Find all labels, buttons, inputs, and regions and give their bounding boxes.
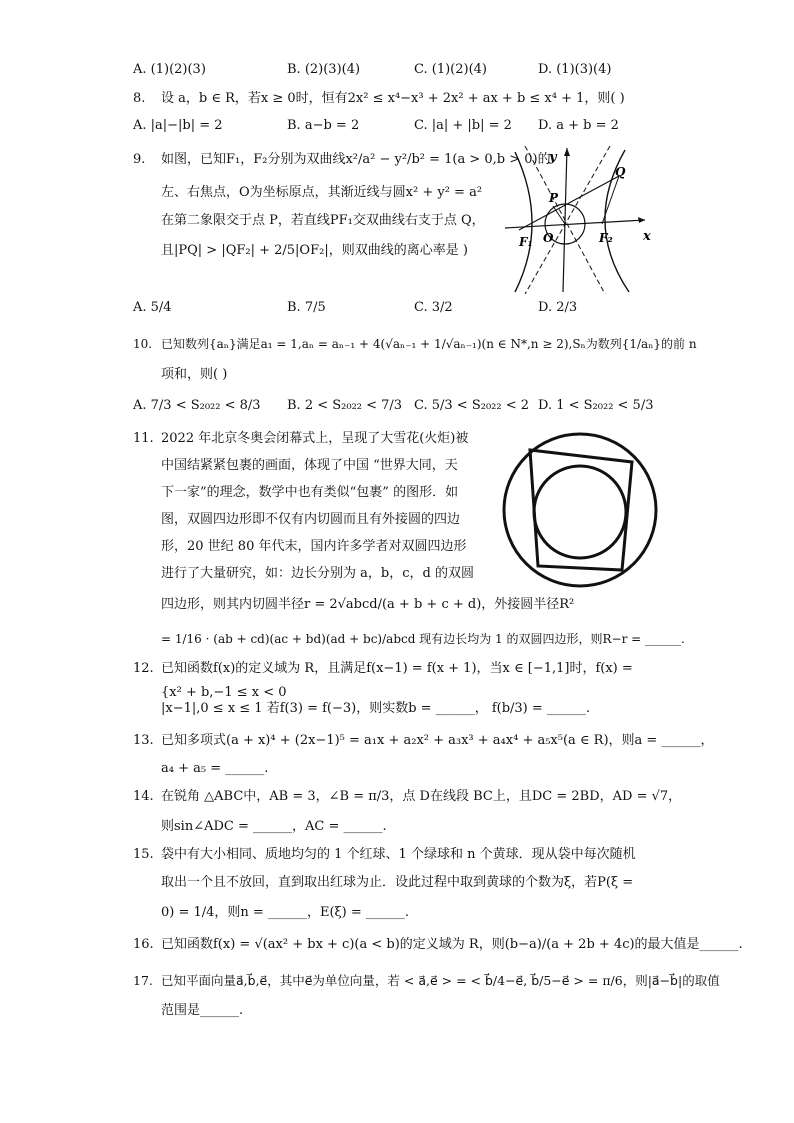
q8-option-d: D. a + b = 2 bbox=[538, 118, 619, 133]
q10-line-2: 项和，则( ) bbox=[161, 367, 228, 382]
q9-line-2: 左、右焦点，O为坐标原点，其渐近线与圆x² + y² = a² bbox=[161, 185, 483, 200]
q15-line-2: 取出一个且不放回，直到取出红球为止．设此过程中取到黄球的个数为ξ，若P(ξ = bbox=[161, 875, 634, 890]
label-q: Q bbox=[615, 165, 626, 179]
q10-number: 10. bbox=[133, 337, 153, 351]
q14-number: 14. bbox=[133, 789, 154, 804]
q7-option-b: B. (2)(3)(4) bbox=[287, 62, 361, 77]
q8-text: 设 a，b ∈ R，若x ≥ 0时，恒有2x² ≤ x⁴−x³ + 2x² + ax + b ≤ x⁴ + 1，则( ) bbox=[161, 91, 625, 106]
x-axis-arrow bbox=[638, 217, 645, 223]
q17-number: 17. bbox=[133, 973, 153, 988]
q7-option-d: D. (1)(3)(4) bbox=[538, 62, 612, 77]
q11-line-6: 进行了大量研究，如：边长分别为 a，b，c，d 的双圆 bbox=[161, 566, 474, 581]
label-x: x bbox=[643, 229, 651, 244]
q8-option-b: B. a−b = 2 bbox=[287, 118, 360, 133]
q11-line-5: 形，20 世纪 80 年代末，国内许多学者对双圆四边形 bbox=[161, 539, 467, 554]
q14-line-1: 14. 在锐角 △ABC中，AB = 3，∠B = π/3，点 D在线段 BC上，且DC = 2BD，AD = √7， bbox=[133, 789, 682, 804]
q13-line-2: a₄ + a₅ = ______. bbox=[161, 761, 269, 776]
q11-line-2: 中国结紧紧包裹的画面，体现了中国 “世界大同，天 bbox=[161, 458, 458, 473]
q15-number: 15. bbox=[133, 847, 154, 862]
q10-line-1: 10. 已知数列{aₙ}满足a₁ = 1,aₙ = aₙ₋₁ + 4(√aₙ₋₁ + 1/√aₙ₋₁)(n ∈ N*,n ≥ 2),Sₙ为数列{1/aₙ}的前 n bbox=[133, 337, 697, 351]
q17-line-1: 17. 已知平面向量a⃗,b⃗,e⃗，其中e⃗为单位向量，若 < a⃗,e⃗ > = < b⃗/4−e⃗, b⃗/5−e⃗ > = π/6，则|a⃗−b⃗|的取值 bbox=[133, 973, 720, 988]
hyperbola-left-branch bbox=[515, 152, 532, 292]
q9-line-3: 在第二象限交于点 P，若直线PF₁交双曲线右支于点 Q， bbox=[161, 213, 485, 228]
q16-number: 16. bbox=[133, 937, 154, 952]
q9-option-c: C. 3/2 bbox=[414, 300, 453, 315]
q7-option-c: C. (1)(2)(4) bbox=[414, 62, 487, 77]
q17-line-2: 范围是______. bbox=[161, 1003, 244, 1018]
q8-stem bbox=[133, 90, 625, 108]
q13-line-1: 13. 已知多项式(a + x)⁴ + (2x−1)⁵ = a₁x + a₂x² + a₃x³ + a₄x⁴ + a₅x⁵(a ∈ R)，则a = ______， bbox=[133, 733, 714, 748]
q12-line-2: {x² + b,−1 ≤ x < 0 bbox=[161, 685, 287, 700]
incircle bbox=[534, 466, 626, 558]
q12-number: 12. bbox=[133, 661, 154, 676]
q11-line-7: 四边形，则其内切圆半径r = 2√abcd/(a + b + c + d)，外接圆半径R² bbox=[161, 597, 575, 612]
hyperbola-figure bbox=[505, 146, 655, 294]
q9-option-b: B. 7/5 bbox=[287, 300, 326, 315]
q10-option-d: D. 1 < S₂₀₂₂ < 5/3 bbox=[538, 398, 654, 413]
q8-option-c: C. |a| + |b| = 2 bbox=[414, 118, 512, 133]
q15-line-1: 15. 袋中有大小相同、质地均匀的 1 个红球、1 个绿球和 n 个黄球．现从袋中每次随机 bbox=[133, 847, 636, 862]
label-o: O bbox=[543, 231, 554, 245]
bicentric-quadrilateral-figure bbox=[500, 430, 660, 590]
q10-option-c: C. 5/3 < S₂₀₂₂ < 2 bbox=[414, 398, 530, 413]
q15-line-3: 0) = 1/4，则n = ______，E(ξ) = ______. bbox=[161, 905, 410, 920]
label-p: P bbox=[549, 191, 559, 205]
q9-option-a: A. 5/4 bbox=[133, 300, 172, 315]
y-axis-arrow bbox=[564, 148, 570, 156]
q8-number: 8. bbox=[133, 91, 146, 106]
q16-line-1: 16. 已知函数f(x) = √(ax² + bx + c)(a < b)的定义域为 R，则(b−a)/(a + 2b + 4c)的最大值是______. bbox=[133, 937, 743, 952]
q9-option-d: D. 2/3 bbox=[538, 300, 578, 315]
q11-line-4: 图，双圆四边形即不仅有内切圆而且有外接圆的四边 bbox=[161, 512, 461, 527]
q9-number: 9. bbox=[133, 152, 146, 167]
q10-option-b: B. 2 < S₂₀₂₂ < 7/3 bbox=[287, 398, 403, 413]
label-f2: F₂ bbox=[599, 231, 613, 245]
q10-option-a: A. 7/3 < S₂₀₂₂ < 8/3 bbox=[133, 398, 261, 413]
label-f1: F₁ bbox=[519, 235, 533, 249]
q14-line-2: 则sin∠ADC = ______，AC = ______. bbox=[161, 819, 387, 834]
q11-line-8: = 1/16 · (ab + cd)(ac + bd)(ad + bc)/abcd 现有边长均为 1 的双圆四边形，则R−r = ______. bbox=[161, 632, 685, 646]
q9-line-4: 且|PQ| > |QF₂| + 2/5|OF₂|，则双曲线的离心率是 ) bbox=[161, 243, 468, 258]
quadrilateral bbox=[530, 450, 632, 570]
q11-line-3: 下一家”的理念，数学中也有类似“包裹” 的图形．如 bbox=[161, 485, 459, 500]
label-y: y bbox=[549, 150, 557, 165]
q7-option-a: A. (1)(2)(3) bbox=[133, 62, 206, 77]
q13-number: 13. bbox=[133, 733, 154, 748]
q11-line-1: 11. 2022 年北京冬奥会闭幕式上，呈现了大雪花(火炬)被 bbox=[133, 431, 469, 446]
q8-option-a: A. |a|−|b| = 2 bbox=[133, 118, 223, 133]
q9-line-1: 9. 如图，已知F₁，F₂分别为双曲线x²/a² − y²/b² = 1(a > 0,b > 0)的 bbox=[133, 152, 551, 167]
q12-line-3: |x−1|,0 ≤ x ≤ 1 若f(3) = f(−3)，则实数b = ______， f(b/3) = ______. bbox=[161, 701, 591, 716]
q11-number: 11. bbox=[133, 431, 154, 446]
q12-line-1: 12. 已知函数f(x)的定义域为 R，且满足f(x−1) = f(x + 1)，当x ∈ [−1,1]时，f(x) = bbox=[133, 661, 633, 676]
